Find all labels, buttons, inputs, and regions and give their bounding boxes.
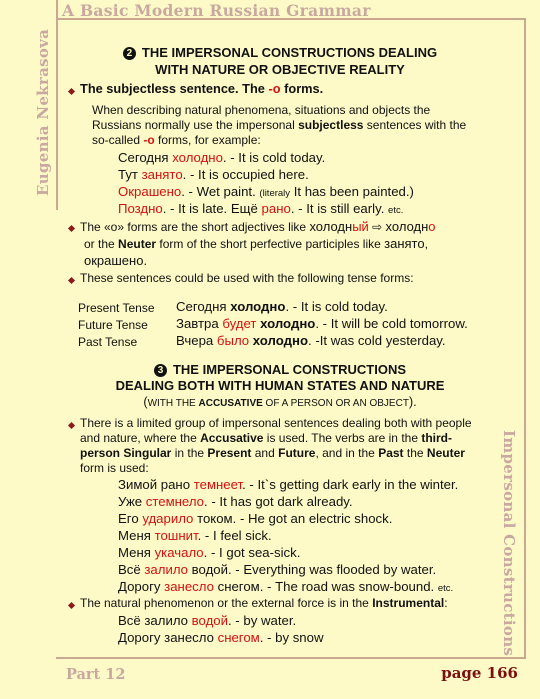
example-line: Дорогу занесло снегом. - by snow [118,630,324,645]
example-line: Всё залило водой. - by water. [118,613,297,628]
intro-line1: When describing natural phenomena, situations and objects the [92,103,431,117]
example-line: Меня укачало. - I got sea-sick. [118,545,301,560]
o-forms-line2: or the Neuter form of the short perfective participles like занято, [84,236,428,251]
example-line: Всё залило водой. - Everything was flooded by water. [118,562,437,577]
section-number-badge: 2 [123,47,136,60]
section2-title-line2: WITH NATURE OR OBJECTIVE REALITY [155,62,405,77]
section3-title-line1: 3 THE IMPERSONAL CONSTRUCTIONS [60,362,500,377]
intro-line2: Russians normally use the impersonal subjectless sentences with the [92,118,467,132]
tense-example: Сегодня холодно. - It is cold today. [176,299,388,314]
bullet-icon [68,602,75,609]
p3-line1: There is a limited group of impersonal sentences dealing both with people [80,416,472,430]
intro-line3: so-called -о forms, for example: [92,133,261,147]
book-title: A Basic Modern Russian Grammar [62,1,371,20]
part-label: Part 12 [66,666,126,683]
subtitle: The subjectless sentence. The -о forms. [80,81,324,96]
frame-line-left [56,0,58,210]
section-number-badge: 3 [154,364,167,377]
p3-line2: and nature, where the Accusative is used. The verbs are in the third- [80,431,452,445]
tense-label: Present Tense [78,301,155,315]
author-name: Eugenia Nekrasova [34,28,52,196]
example-line: Меня тошнит. - I feel sick. [118,528,272,543]
bullet-icon [68,88,75,95]
tense-label: Past Tense [78,335,138,349]
example-line: Дорогу занесло снегом. - The road was snow-bound. etc. [118,579,454,594]
bullet-icon [68,225,75,232]
example-line: Поздно. - It is late. Ещё рано. - It is still early. etc. [118,201,404,216]
arrow-icon: ⇨ [368,220,386,234]
page-number: page 166 [441,664,518,682]
section3-title-line2: DEALING BOTH WITH HUMAN STATES AND NATURE [115,378,445,393]
section2-title-line1: 2 THE IMPERSONAL CONSTRUCTIONS DEALING [60,45,500,60]
p3-line3: person Singular in the Present and Future, and in the Past the Neuter [80,446,465,460]
example-line: Сегодня холодно. - It is cold today. [118,150,326,165]
example-line: Зимой рано темнеет. - It`s getting dark early in the winter. [118,477,459,492]
instrumental-line: The natural phenomenon or the external force is in the Instrumental: [80,596,448,610]
example-line: Окрашено. - Wet paint. (literaly It has been painted.) [118,184,414,199]
example-line: Уже стемнело. - It has got dark already. [118,494,353,509]
example-line: Тут занято. - It is occupied here. [118,167,309,182]
frame-line-right [524,18,526,658]
bullet-icon [68,277,75,284]
example-line: Его ударило током. - He got an electric shock. [118,511,393,526]
section3-title-line3: (WITH THE ACCUSATIVE OF A PERSON OR AN OBJECT). [143,395,417,409]
o-forms-line3: окрашено. [84,253,148,268]
tense-intro: These sentences could be used with the following tense forms: [80,271,414,285]
o-forms-line1: The «о» forms are the short adjectives like холодный ⇨ холодно [80,219,436,234]
tense-example: Вчера было холодно. -It was cold yesterday. [176,333,446,348]
p3-line4: form is used: [80,461,149,475]
frame-line-bottom [56,657,526,659]
tense-label: Future Tense [78,318,148,332]
tense-example: Завтра будет холодно. - It will be cold tomorrow. [176,316,468,331]
section-name: Impersonal Constructions [500,430,518,657]
bullet-icon [68,422,75,429]
